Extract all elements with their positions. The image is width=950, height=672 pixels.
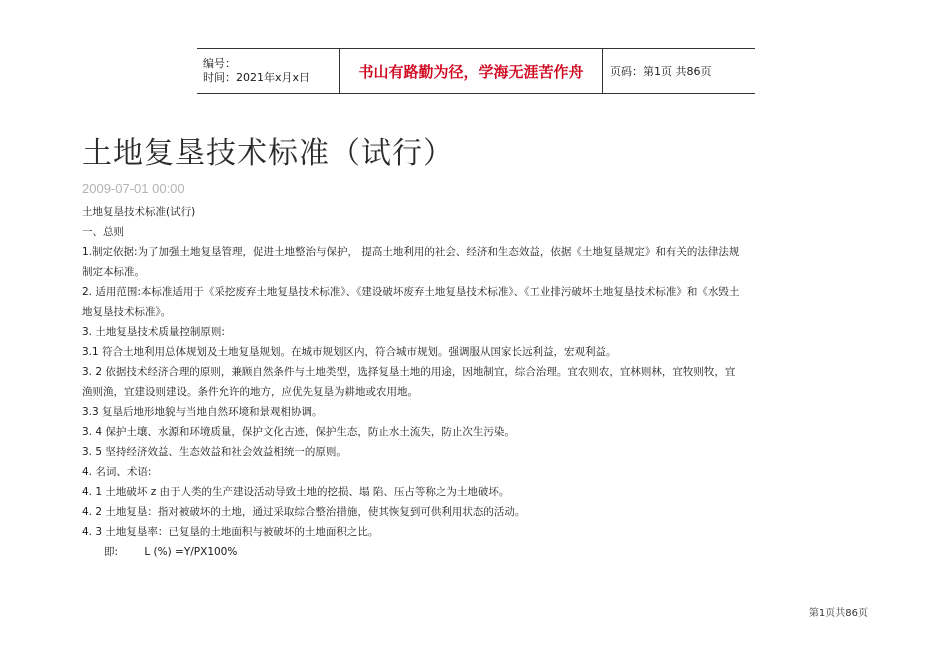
document-body [82,202,742,562]
paragraph: 3.3 复垦后地形地貌与当地自然环境和景观相协调。 [82,406,323,418]
paragraph: 4. 1 土地破坏 z 由于人类的生产建设活动导致土地的挖损、塌 陷、压占等称之为土地破坏。 [82,486,510,498]
paragraph: 4. 3 土地复垦率：已复垦的土地面积与被破坏的土地面积之比。 [82,526,379,538]
page-code: 页码：第1页 共86页 [610,65,712,78]
paragraph: 1.制定依据:为了加强土地复垦管理，促进土地整治与保护， 提高土地利用的社会、经济和生态效益，依据《土地复垦规定》和有关的法律法规制定本标准。 [82,246,740,278]
formula-label: 即: [104,546,119,558]
time-label: 时间：2021年x月x日 [203,71,311,84]
document-title: 土地复垦技术标准（试行） [82,136,454,171]
paragraph: 3. 4 保护土壤、水源和环境质量，保护文化古迹，保护生态，防止水土流失，防止次生污染。 [82,426,515,438]
paragraph: 4. 2 土地复垦：指对被破坏的土地，通过采取综合整治措施，使其恢复到可供利用状态的活动。 [82,506,526,518]
paragraph: 3. 5 坚持经济效益、生态效益和社会效益相统一的原则。 [82,446,347,458]
header-table [197,48,755,94]
formula: L (%) =Y/PX100% [144,546,238,558]
paragraph: 3. 2 依据技术经济合理的原则，兼顾自然条件与土地类型，选择复垦土地的用途，因地制宜，综合治理。宜农则农，宜林则林，宜牧则牧，宜渔则渔，宜建设则建设。条件允许的地方，应优先复垦为耕地或农用地。 [82,366,736,398]
motto: 书山有路勤为径，学海无涯苦作舟 [358,62,584,81]
paragraph: 土地复垦技术标准(试行) [82,206,196,218]
publish-date: 2009-07-01 00:00 [82,181,185,196]
header-meta-cell [197,49,339,93]
header-page-cell [603,49,755,93]
paragraph: 3.1 符合土地利用总体规划及土地复垦规划。在城市规划区内，符合城市规划。强调服从国家长远利益，宏观利益。 [82,346,617,358]
paragraph: 4. 名词、术语: [82,466,152,478]
paragraph: 3. 土地复垦技术质量控制原则: [82,326,225,338]
header-motto-cell [339,49,603,93]
formula-line [82,542,742,562]
page-footer: 第1页共86页 [808,608,868,619]
paragraph: 2. 适用范围:本标准适用于《采挖废弃土地复垦技术标准》、《建设破坏废弃土地复垦技术标准》、《工业排污破坏土地复垦技术标准》和《水毁土地复垦技术标准》。 [82,286,740,318]
paragraph: 一、总则 [82,226,124,238]
number-label: 编号： [203,57,236,70]
